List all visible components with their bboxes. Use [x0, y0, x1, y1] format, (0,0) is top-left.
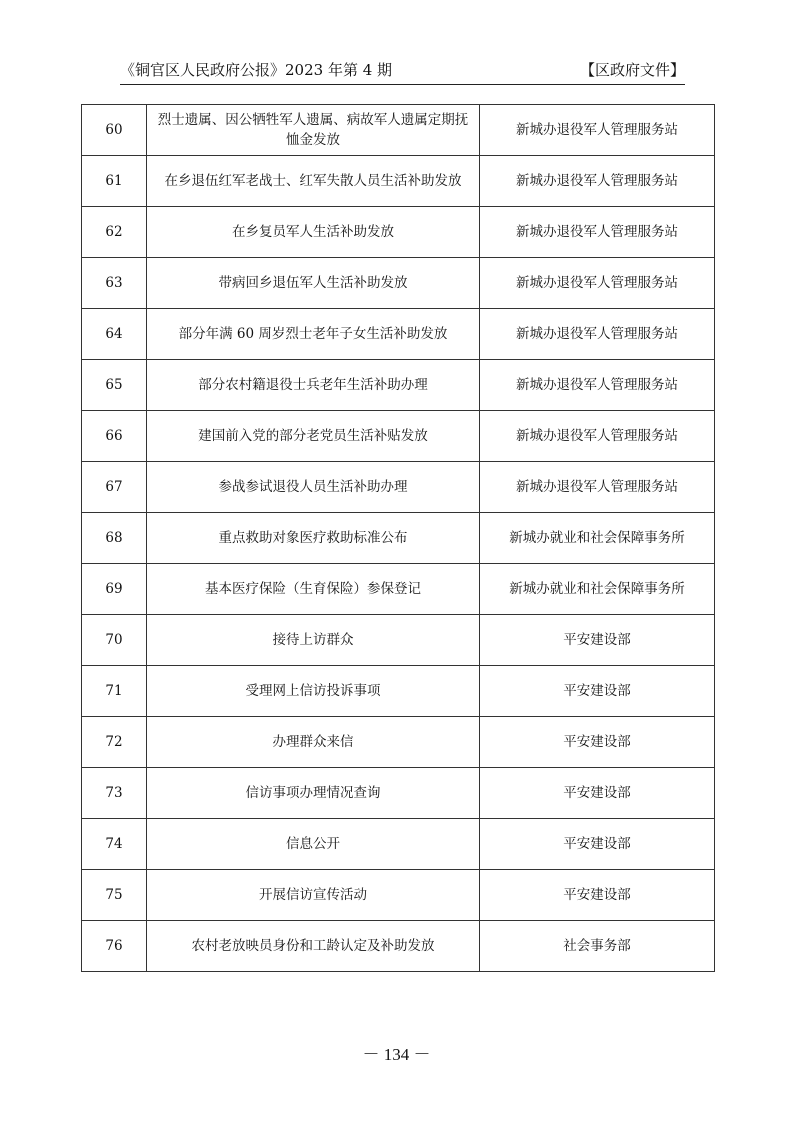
table-row	[82, 564, 715, 615]
department-cell: 社会事务部	[480, 921, 715, 972]
department-cell: 新城办退役军人管理服务站	[480, 207, 715, 258]
row-number-cell: 76	[82, 921, 147, 972]
table-body	[82, 105, 715, 972]
table-row	[82, 105, 715, 156]
table-row	[82, 360, 715, 411]
table-row	[82, 411, 715, 462]
department-cell: 新城办就业和社会保障事务所	[480, 513, 715, 564]
department-cell: 新城办退役军人管理服务站	[480, 309, 715, 360]
item-name-cell: 烈士遗属、因公牺牲军人遗属、病故军人遗属定期抚恤金发放	[147, 105, 480, 156]
department-cell: 平安建设部	[480, 768, 715, 819]
table-row	[82, 615, 715, 666]
row-number-cell: 66	[82, 411, 147, 462]
department-cell: 新城办退役军人管理服务站	[480, 360, 715, 411]
item-name-cell: 建国前入党的部分老党员生活补贴发放	[147, 411, 480, 462]
table-row	[82, 309, 715, 360]
item-name-cell: 部分年满 60 周岁烈士老年子女生活补助发放	[147, 309, 480, 360]
table-row	[82, 462, 715, 513]
row-number-cell: 72	[82, 717, 147, 768]
item-name-cell: 参战参试退役人员生活补助办理	[147, 462, 480, 513]
table-row	[82, 156, 715, 207]
department-cell: 新城办退役军人管理服务站	[480, 105, 715, 156]
service-items-table	[81, 104, 715, 972]
page-header	[120, 58, 685, 82]
table-row	[82, 207, 715, 258]
row-number-cell: 63	[82, 258, 147, 309]
section-label: 【区政府文件】	[579, 61, 685, 79]
table-row	[82, 258, 715, 309]
item-name-cell: 接待上访群众	[147, 615, 480, 666]
department-cell: 新城办就业和社会保障事务所	[480, 564, 715, 615]
table-row	[82, 768, 715, 819]
item-name-cell: 信访事项办理情况查询	[147, 768, 480, 819]
item-name-cell: 带病回乡退伍军人生活补助发放	[147, 258, 480, 309]
table-row	[82, 666, 715, 717]
item-name-cell: 信息公开	[147, 819, 480, 870]
department-cell: 新城办退役军人管理服务站	[480, 462, 715, 513]
department-cell: 新城办退役军人管理服务站	[480, 156, 715, 207]
item-name-cell: 部分农村籍退役士兵老年生活补助办理	[147, 360, 480, 411]
row-number-cell: 65	[82, 360, 147, 411]
row-number-cell: 64	[82, 309, 147, 360]
row-number-cell: 73	[82, 768, 147, 819]
department-cell: 平安建设部	[480, 717, 715, 768]
item-name-cell: 办理群众来信	[147, 717, 480, 768]
row-number-cell: 75	[82, 870, 147, 921]
department-cell: 平安建设部	[480, 615, 715, 666]
row-number-cell: 60	[82, 105, 147, 156]
row-number-cell: 68	[82, 513, 147, 564]
item-name-cell: 开展信访宣传活动	[147, 870, 480, 921]
item-name-cell: 基本医疗保险（生育保险）参保登记	[147, 564, 480, 615]
row-number-cell: 70	[82, 615, 147, 666]
row-number-cell: 71	[82, 666, 147, 717]
row-number-cell: 74	[82, 819, 147, 870]
row-number-cell: 67	[82, 462, 147, 513]
department-cell: 平安建设部	[480, 819, 715, 870]
table-row	[82, 819, 715, 870]
department-cell: 新城办退役军人管理服务站	[480, 411, 715, 462]
table-row	[82, 870, 715, 921]
department-cell: 平安建设部	[480, 666, 715, 717]
table-row	[82, 921, 715, 972]
header-rule	[120, 84, 685, 85]
department-cell: 新城办退役军人管理服务站	[480, 258, 715, 309]
item-name-cell: 农村老放映员身份和工龄认定及补助发放	[147, 921, 480, 972]
item-name-cell: 在乡退伍红军老战士、红军失散人员生活补助发放	[147, 156, 480, 207]
item-name-cell: 重点救助对象医疗救助标准公布	[147, 513, 480, 564]
table-row	[82, 717, 715, 768]
publication-title: 《铜官区人民政府公报》2023 年第 4 期	[120, 61, 393, 79]
item-name-cell: 在乡复员军人生活补助发放	[147, 207, 480, 258]
page-number: － 134 －	[362, 1045, 431, 1064]
table-row	[82, 513, 715, 564]
row-number-cell: 69	[82, 564, 147, 615]
item-name-cell: 受理网上信访投诉事项	[147, 666, 480, 717]
row-number-cell: 62	[82, 207, 147, 258]
row-number-cell: 61	[82, 156, 147, 207]
department-cell: 平安建设部	[480, 870, 715, 921]
